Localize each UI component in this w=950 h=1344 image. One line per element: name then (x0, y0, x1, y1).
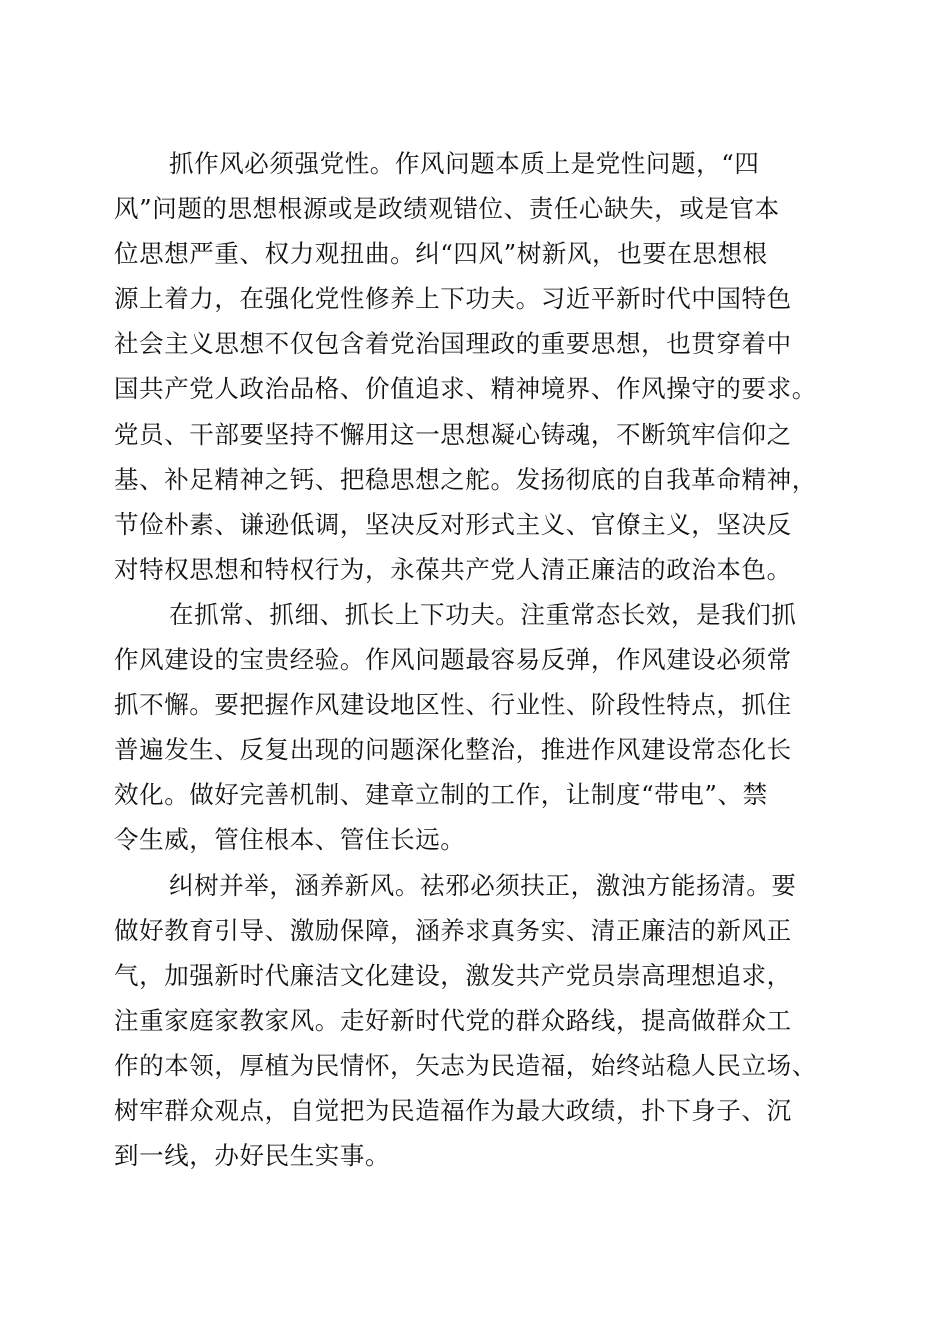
paragraph-line: 到一线，办好民生实事。 (114, 1141, 391, 1171)
paragraph-line: 国共产党人政治品格、价值追求、精神境界、作风操守的要求。 (114, 374, 817, 404)
paragraph-line: 树牢群众观点，自觉把为民造福作为最大政绩，扑下身子、沉 (114, 1095, 792, 1125)
paragraph-line: 纠树并举，涵养新风。祛邪必须扶正，激浊方能扬清。要 (169, 870, 797, 900)
paragraph-2 (114, 592, 836, 863)
paragraph-line: 社会主义思想不仅包含着党治国理政的重要思想，也贯穿着中 (114, 329, 792, 359)
paragraph-line: 对特权思想和特权行为，永葆共产党人清正廉洁的政治本色。 (114, 554, 792, 584)
paragraph-line: 做好教育引导、激励保障，涵养求真务实、清正廉洁的新风正 (114, 915, 792, 945)
paragraph-line: 作的本领，厚植为民情怀，矢志为民造福，始终站稳人民立场、 (114, 1050, 817, 1080)
paragraph-line: 作风建设的宝贵经验。作风问题最容易反弹，作风建设必须常 (114, 645, 792, 675)
paragraph-line: 气，加强新时代廉洁文化建设，激发共产党员崇高理想追求， (114, 960, 792, 990)
paragraph-line: 令生威，管住根本、管住长远。 (114, 825, 466, 855)
paragraph-line: 抓不懈。要把握作风建设地区性、行业性、阶段性特点，抓住 (114, 690, 792, 720)
paragraph-line: 注重家庭家教家风。走好新时代党的群众路线，提高做群众工 (114, 1005, 792, 1035)
paragraph-3 (114, 863, 836, 1179)
paragraph-line: 党员、干部要坚持不懈用这一思想凝心铸魂，不断筑牢信仰之 (114, 419, 792, 449)
paragraph-line: 节俭朴素、谦逊低调，坚决反对形式主义、官僚主义，坚决反 (114, 509, 792, 539)
paragraph-line: 基、补足精神之钙、把稳思想之舵。发扬彻底的自我革命精神， (114, 464, 817, 494)
paragraph-line: 抓作风必须强党性。作风问题本质上是党性问题，“四 (169, 149, 760, 178)
paragraph-line: 普遍发生、反复出现的问题深化整治，推进作风建设常态化长 (114, 735, 792, 765)
paragraph-1 (114, 141, 836, 592)
paragraph-line: 风”问题的思想根源或是政绩观错位、责任心缺失，或是官本 (114, 194, 780, 224)
paragraph-line: 位思想严重、权力观扭曲。纠“四风”树新风，也要在思想根 (114, 239, 768, 269)
document-body (114, 141, 836, 1178)
paragraph-line: 源上着力，在强化党性修养上下功夫。习近平新时代中国特色 (114, 284, 792, 314)
paragraph-line: 效化。做好完善机制、建章立制的工作，让制度“带电”、禁 (114, 780, 768, 810)
paragraph-line: 在抓常、抓细、抓长上下功夫。注重常态长效，是我们抓 (169, 599, 797, 629)
